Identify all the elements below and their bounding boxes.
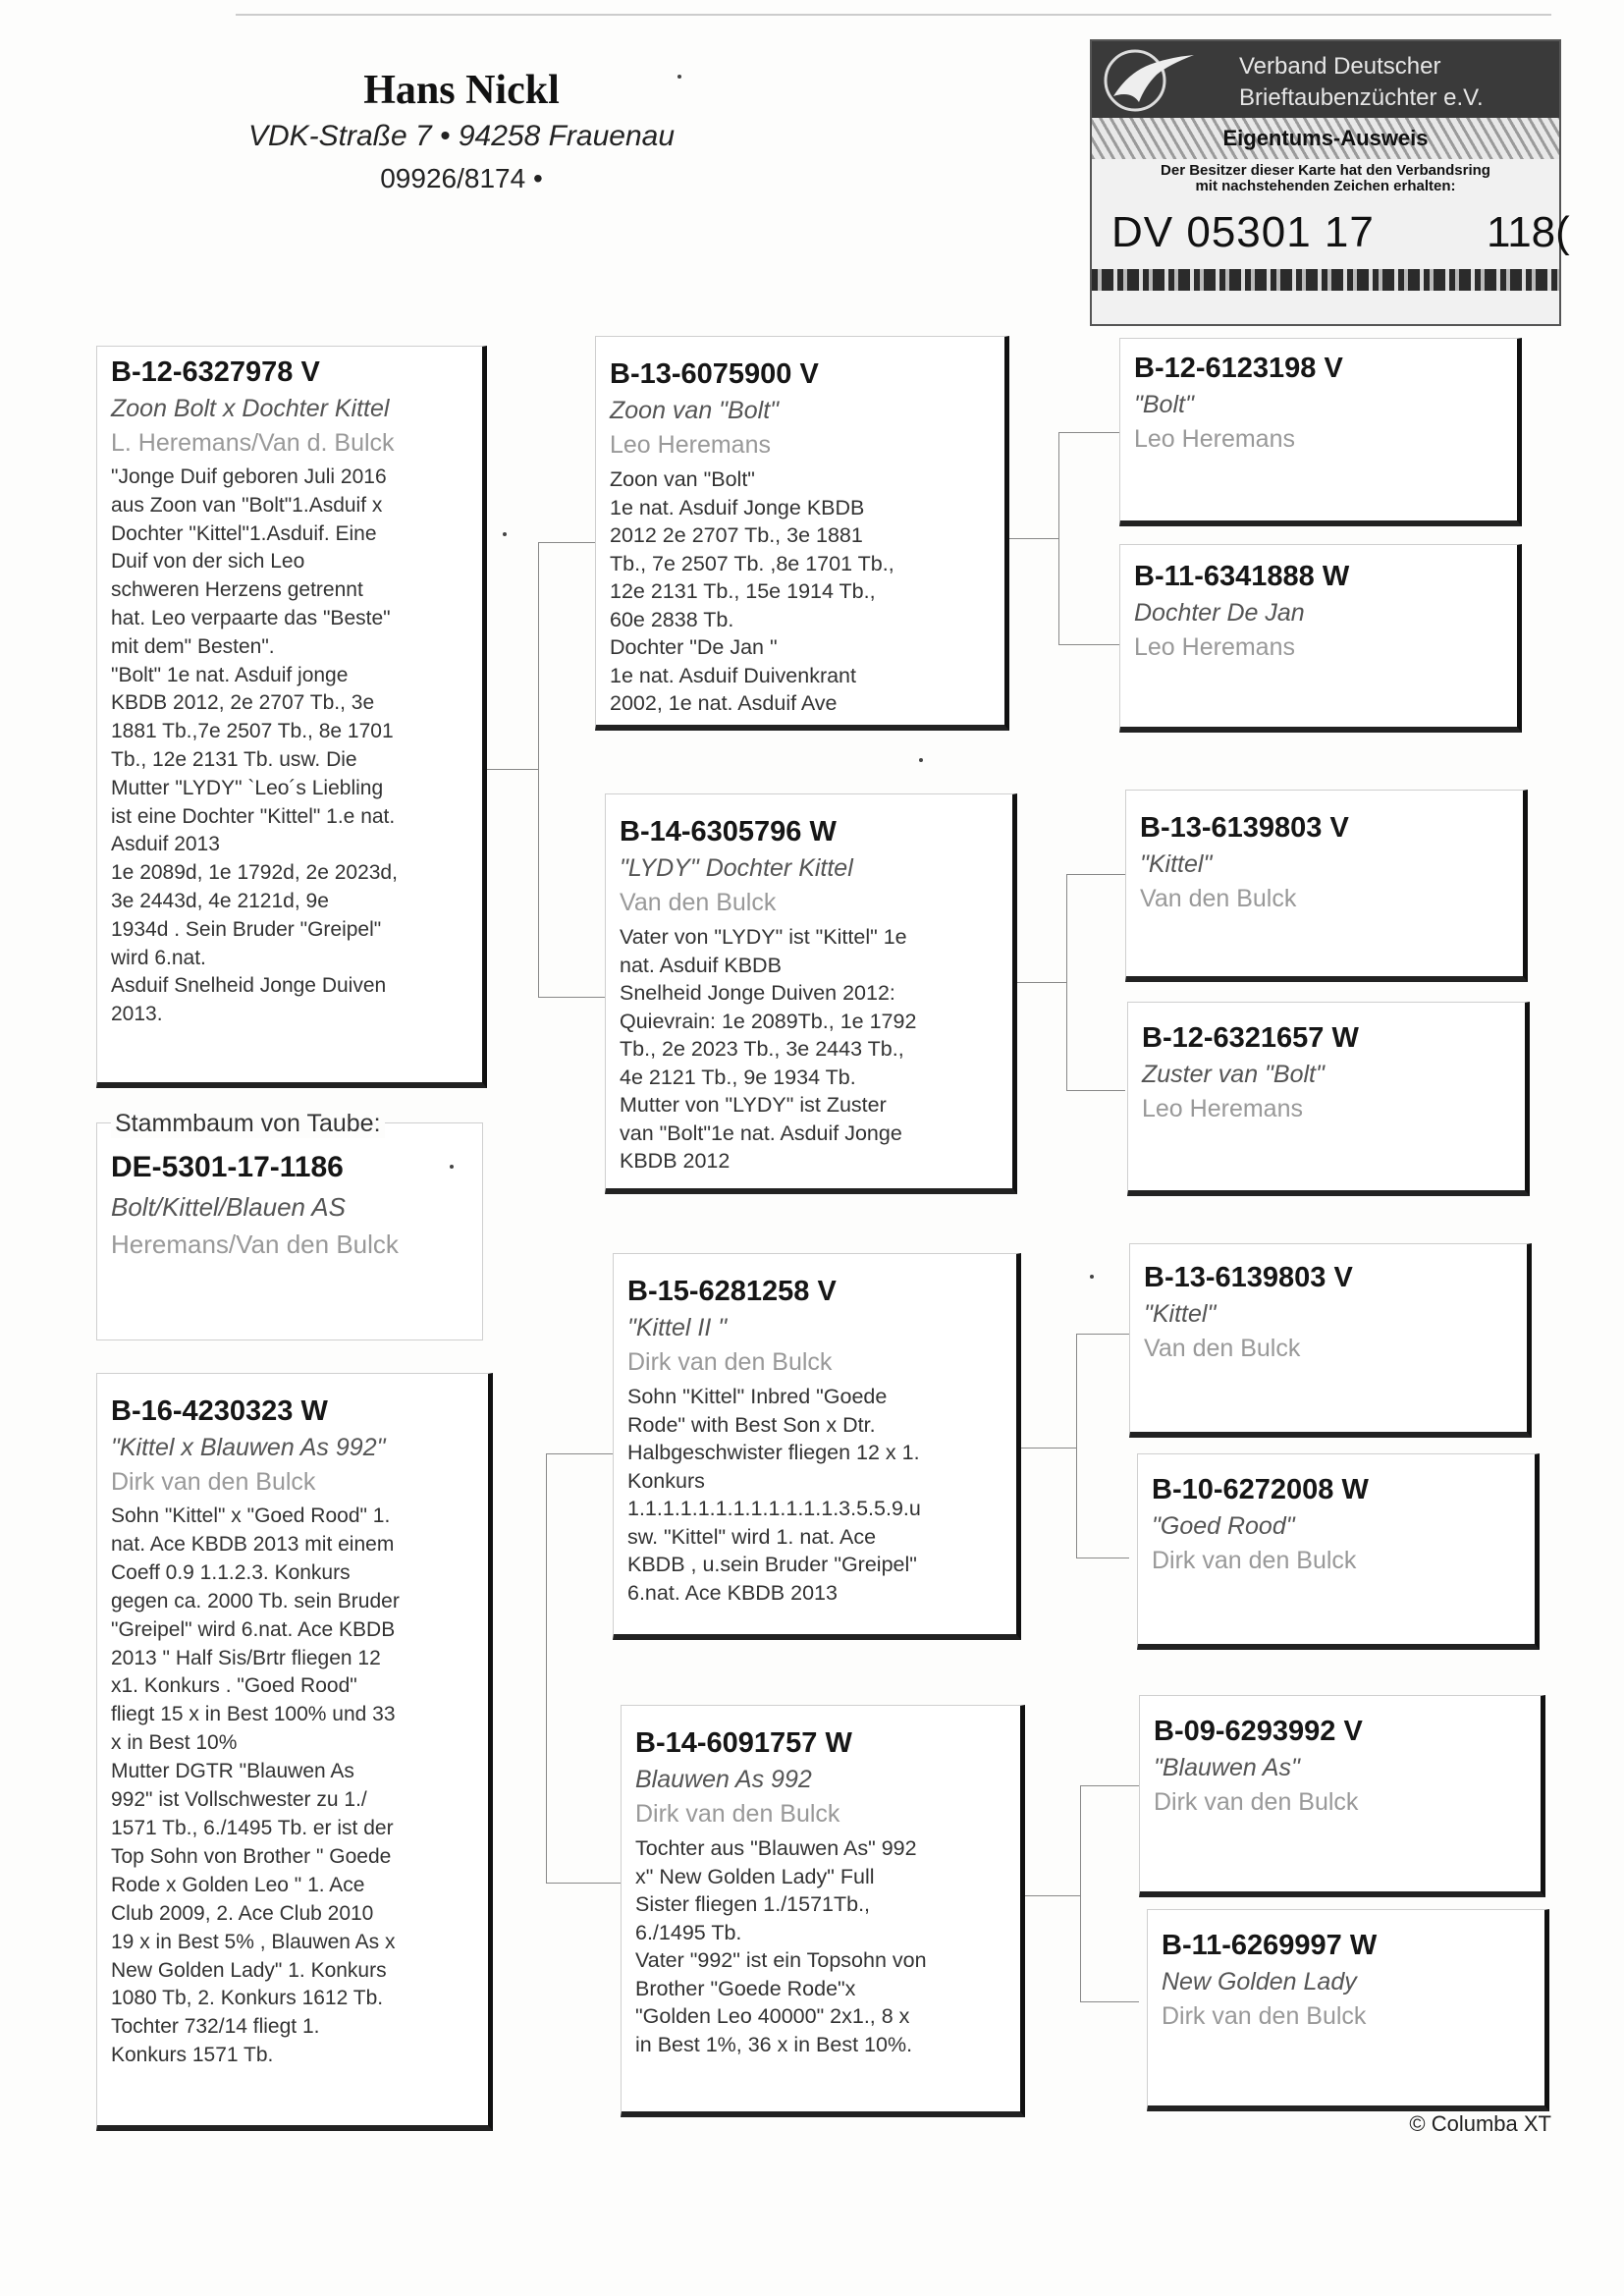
pedigree-box-dam [96,1373,493,2131]
breeder-name: Hans Nickl [363,68,560,113]
pigeon-name: Dochter De Jan [1134,599,1305,627]
breeder-address: VDK-Straße 7 • 94258 Frauenau [247,120,676,152]
card-ring-suffix: 118( [1487,208,1570,256]
connector-sire [538,542,539,997]
pedigree-box-dam-sire [613,1253,1021,1640]
ring-number: B-13-6075900 V [610,358,819,390]
subject-label: Stammbaum von Taube: [111,1110,385,1138]
card-ring-number: DV 05301 17 [1111,208,1375,256]
scan-speck [919,758,923,762]
ring-number: B-09-6293992 V [1154,1716,1363,1747]
connector-g2-1s [1005,538,1058,539]
breeder: Van den Bulck [1140,885,1297,912]
pigeon-name: "Blauwen As" [1154,1754,1300,1781]
pedigree-box-g3-7 [1139,1695,1545,1897]
connector-g2-4a [1080,1785,1139,1786]
pigeon-name: "Kittel" [1144,1300,1217,1328]
ring-number: B-14-6305796 W [620,816,837,847]
pigeon-name: "Kittel II " [627,1314,728,1341]
pedigree-box-g3-8 [1147,1909,1549,2111]
breeder: Leo Heremans [1134,633,1295,661]
connector-sire-bottom [538,997,605,998]
pedigree-box-g3-6 [1137,1453,1540,1650]
breeder-phone: 09926/8174 • [380,163,543,193]
ring-number: B-10-6272008 W [1152,1474,1369,1505]
connector-sire-top [538,542,595,543]
description: "Jonge Duif geboren Juli 2016 aus Zoon van "Bolt"1.Asduif x Dochter "Kittel"1.Asduif. Eine Duif von der sich Leo schweren Herzens getrennt hat. Leo verpaarte das "Beste" mit dem" Besten". "Bolt" 1e nat. Asduif jonge KBDB 2012, 2e 2707 Tb., 3e 1881 Tb.,7e 2507 Tb., 8e 1701 Tb., 12e 2131 Tb. usw. Die Mutter "LYDY" `Leo´s Liebling ist eine Dochter "Kittel" 1.e nat. Asduif 2013 1e 2089d, 1e 1792d, 2e 2023d, 3e 2443d, 4e 2121d, 9e 1934d . Sein Bruder "Greipel" wird 6.nat. Asduif Snelheid Jonge Duiven 2013. [111,465,398,1026]
ring-number: B-13-6139803 V [1144,1262,1353,1293]
pedigree-box-g3-3 [1125,790,1528,982]
ring-number: B-11-6269997 W [1162,1930,1378,1961]
ring-number: B-16-4230323 W [111,1395,328,1427]
breeder: Dirk van den Bulck [1152,1547,1357,1574]
connector-g2-4b [1080,2001,1139,2002]
ring-number: B-12-6123198 V [1134,353,1343,384]
breeder: L. Heremans/Van d. Bulck [111,429,395,457]
breeder: Leo Heremans [1142,1095,1303,1122]
breeder: Leo Heremans [610,431,771,459]
pigeon-name: "Kittel x Blauwen As 992" [111,1434,386,1461]
card-header [1092,41,1559,118]
pedigree-box-g3-5 [1129,1243,1532,1438]
breeder: Dirk van den Bulck [1162,2002,1367,2030]
pigeon-name: Zoon Bolt x Dochter Kittel [111,395,390,422]
connector-g2-2a [1066,874,1125,875]
connector-dam-top [546,1453,613,1454]
breeder: Van den Bulck [1144,1335,1301,1362]
pigeon-name: Blauwen As 992 [635,1766,812,1793]
description: Zoon van "Bolt" 1e nat. Asduif Jonge KBDB 2012 2e 2707 Tb., 3e 1881 Tb., 7e 2507 Tb. ,8e 1701 Tb., 12e 2131 Tb., 15e 1914 Tb., 60e 2838 Tb. Dochter "De Jan " 1e nat. Asduif Duivenkrant 2002, 1e nat. Asduif Ave [610,467,894,715]
description: Tochter aus "Blauwen As" 992 x" New Golden Lady" Full Sister fliegen 1./1571Tb., 6./1495 Tb. Vater "992" ist ein Topsohn von Brother "Goede Rode"x "Golden Leo 40000" 2x1., 8 x in Best 1%, 36 x in Best 10%. [635,1836,927,2056]
scan-speck [450,1165,454,1169]
subject-pigeon-box [96,1110,483,1340]
pedigree-box-g3-2 [1119,544,1522,733]
pigeon-name: "Kittel" [1140,850,1213,878]
pedigree-box-dam-dam [621,1705,1025,2117]
ring-number: B-15-6281258 V [627,1276,837,1307]
subject-ring-number: DE-5301-17-1186 [111,1151,344,1183]
connector-g2-2 [1066,874,1067,1090]
ownership-card [1090,39,1570,326]
top-rule [236,14,1551,16]
breeder: Dirk van den Bulck [627,1348,833,1376]
pedigree-box-sire [96,346,487,1088]
connector-g2-4s [1021,1895,1080,1896]
card-org-line1: Verband Deutscher [1239,53,1441,80]
connector-g2-3s [1017,1448,1076,1449]
pedigree-box-g3-4 [1127,1002,1530,1196]
connector-g2-1 [1058,432,1059,644]
ring-number: B-12-6327978 V [111,356,320,388]
card-barcode-strip [1092,269,1559,291]
ring-number: B-14-6091757 W [635,1727,852,1759]
connector-g2-3a [1076,1334,1129,1335]
connector-sire-stub [483,769,538,770]
connector-g2-3 [1076,1334,1077,1558]
connector-dam-bottom [546,1883,621,1884]
pigeon-name: New Golden Lady [1162,1968,1357,1995]
copyright: © Columba XT [1409,2111,1551,2136]
description: Vater von "LYDY" ist "Kittel" 1e nat. Asduif KBDB Snelheid Jonge Duiven 2012: Quievrain: 1e 2089Tb., 1e 1792 Tb., 2e 2023 Tb., 3e 2443 Tb., 4e 2121 Tb., 9e 1934 Tb. Mutter von "LYDY" ist Zuster van "Bolt"1e nat. Asduif Jonge KBDB 2012 [620,925,917,1173]
pedigree-box-sire-dam [605,793,1017,1194]
connector-g2-1b [1058,644,1119,645]
connector-g2-2s [1013,982,1066,983]
pigeon-logo-icon [1100,45,1198,114]
card-text [1102,163,1549,194]
card-organization [1239,51,1484,114]
scan-speck [677,75,681,79]
pigeon-name: "Bolt" [1134,391,1194,418]
connector-g2-1a [1058,432,1119,433]
breeder: Dirk van den Bulck [635,1800,840,1828]
connector-dam [546,1453,547,1883]
pedigree-box-sire-sire [595,336,1009,731]
pigeon-name: "LYDY" Dochter Kittel [620,854,853,882]
breeder: Dirk van den Bulck [1154,1788,1359,1816]
pigeon-name: Zoon van "Bolt" [610,397,780,424]
subject-breeder: Heremans/Van den Bulck [111,1230,399,1259]
breeder: Dirk van den Bulck [111,1468,316,1496]
connector-g2-2b [1066,1090,1125,1091]
connector-g2-4 [1080,1785,1081,2001]
subject-name: Bolt/Kittel/Blauen AS [111,1192,346,1222]
card-text-line1: Der Besitzer dieser Karte hat den Verbandsring [1161,162,1490,179]
pedigree-box-g3-1 [1119,338,1522,526]
card-title: Eigentums-Ausweis [1222,126,1429,150]
card-org-line2: Brieftaubenzüchter e.V. [1239,84,1484,111]
ring-number: B-12-6321657 W [1142,1022,1359,1054]
card-text-line2: mit nachstehenden Zeichen erhalten: [1195,178,1456,194]
pigeon-name: "Goed Rood" [1152,1512,1295,1540]
breeder: Leo Heremans [1134,425,1295,453]
breeder: Van den Bulck [620,889,777,916]
description: Sohn "Kittel" x "Goed Rood" 1. nat. Ace KBDB 2013 mit einem Coeff 0.9 1.1.2.3. Konkurs gegen ca. 2000 Tb. sein Bruder "Greipel" wird 6.nat. Ace KBDB 2013 " Half Sis/Brtr fliegen 12 x1. Konkurs . "Goed Rood" fliegt 15 x in Best 100% und 33 x in Best 10% Mutter DGTR "Blauwen As 992" ist Vollschwester zu 1./ 1571 Tb., 6./1495 Tb. er ist der Top Sohn von Brother " Goede Rode x Golden Leo " 1. Ace Club 2009, 2. Ace Club 2010 19 x in Best 5% , Blauwen As x New Golden Lady" 1. Konkurs 1080 Tb, 2. Konkurs 1612 Tb. Tochter 732/14 fliegt 1. Konkurs 1571 Tb. [111,1504,400,2067]
pigeon-name: Zuster van "Bolt" [1142,1061,1325,1088]
scan-speck [503,532,507,536]
ring-number: B-11-6341888 W [1134,561,1350,592]
ring-number: B-13-6139803 V [1140,812,1349,844]
description: Sohn "Kittel" Inbred "Goede Rode" with Best Son x Dtr. Halbgeschwister fliegen 12 x 1. Konkurs 1.1.1.1.1.1.1.1.1.1.1.1.3.5.5.9.u sw. "Kittel" wird 1. nat. Ace KBDB , u.sein Bruder "Greipel" 6.nat. Ace KBDB 2013 [627,1385,921,1605]
scan-speck [1090,1275,1094,1279]
